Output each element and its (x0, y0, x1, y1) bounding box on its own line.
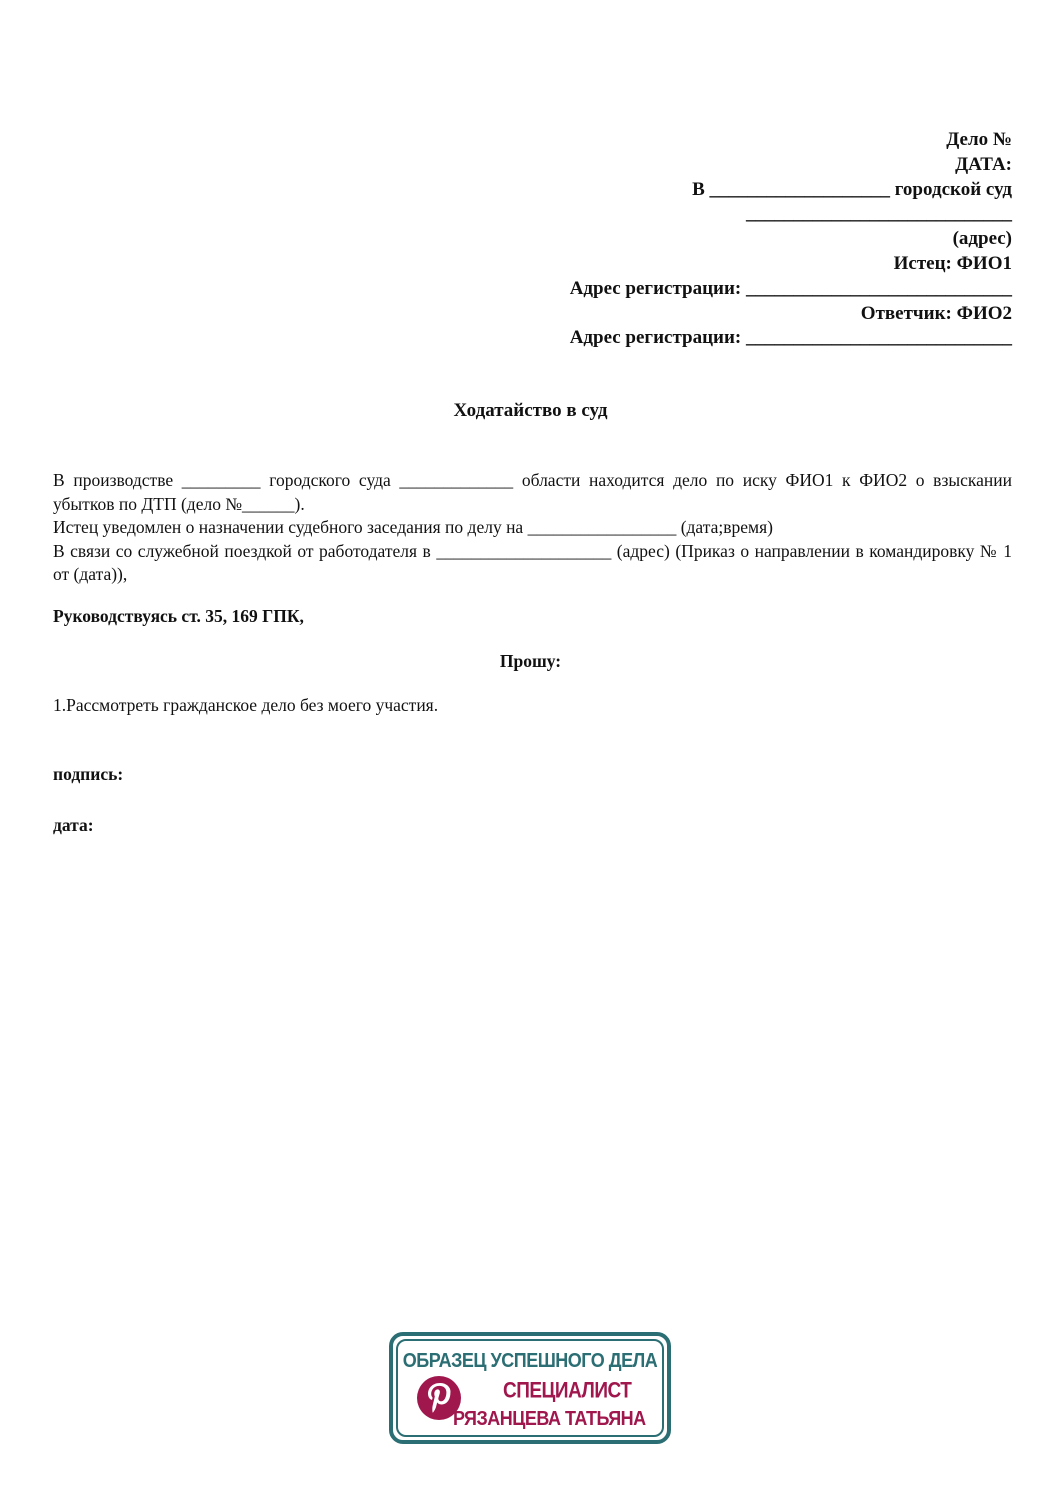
court-name: В ___________________ городской суд (692, 178, 1012, 200)
body-paragraph-2: Истец уведомлен о назначении судебного заседания по делу на _________________ (дата;время) (53, 517, 773, 537)
court-address-line: ____________________________ (746, 203, 1012, 225)
stamp-line-1: ОБРАЗЕЦ УСПЕШНОГО ДЕЛА (402, 1348, 658, 1372)
legal-basis: Руководствуясь ст. 35, 169 ГПК, (53, 606, 304, 626)
document-body (53, 469, 1012, 587)
document-title: Ходатайство в суд (453, 400, 608, 421)
plaintiff-address: Адрес регистрации: ____________________________ (569, 277, 1012, 299)
request-heading: Прошу: (499, 651, 562, 671)
stamp-line-2: СПЕЦИАЛИСТ (503, 1379, 632, 1404)
body-paragraph-3: В связи со служебной поездкой от работодателя в ____________________ (адрес) (Приказ о направлении в командировку № 1 от (дата)), (53, 540, 1012, 584)
date-label: дата: (53, 815, 94, 835)
header-date: ДАТА: (955, 153, 1012, 175)
body-paragraph-1: В производстве _________ городского суда _____________ области находится дело по иску ФИО1 к ФИО2 о взыскании убытков по ДТП (дело №______). (53, 470, 1012, 514)
defendant-address: Адрес регистрации: ____________________________ (569, 327, 1012, 349)
signature-label: подпись: (53, 764, 124, 784)
sample-stamp (389, 1332, 671, 1444)
defendant-name: Ответчик: ФИО2 (860, 302, 1012, 324)
document-header (452, 128, 1012, 351)
stamp-line-3: РЯЗАНЦЕВА ТАТЬЯНА (453, 1406, 646, 1430)
request-item: 1.Рассмотреть гражданское дело без моего участия. (53, 695, 439, 715)
court-address-label: (адрес) (952, 228, 1012, 250)
plaintiff-name: Истец: ФИО1 (893, 252, 1012, 274)
case-number: Дело № (946, 129, 1012, 150)
